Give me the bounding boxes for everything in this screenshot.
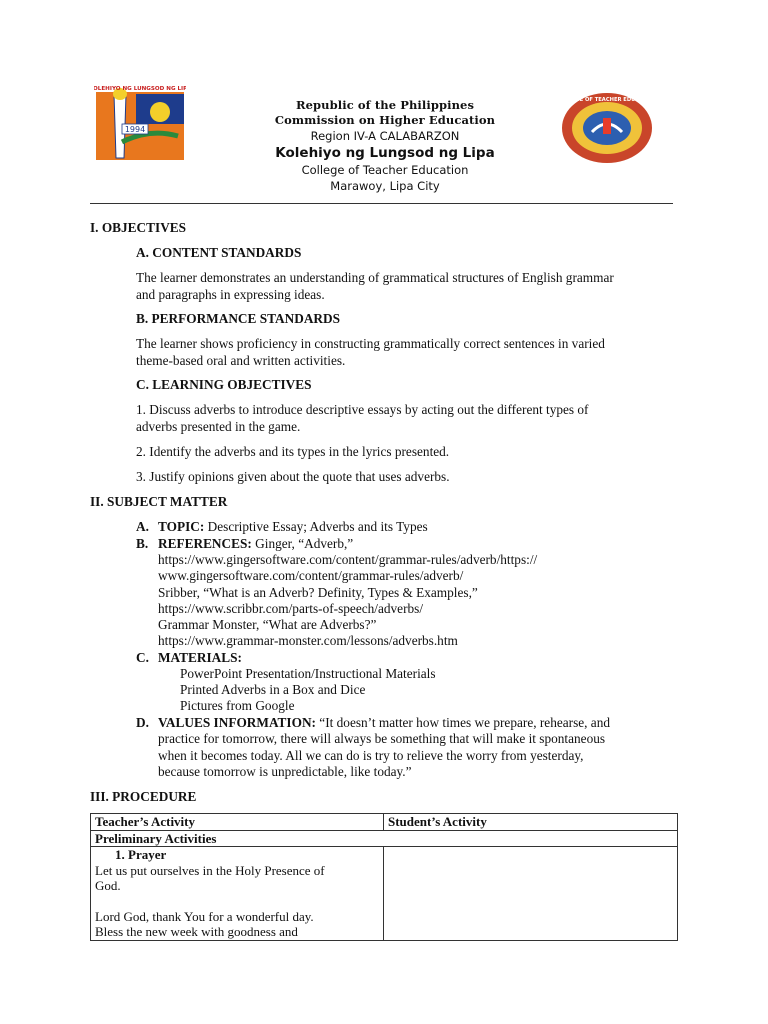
materials-marker: C. xyxy=(136,650,149,665)
material-1: PowerPoint Presentation/Instructional Materials xyxy=(180,666,436,681)
learning-objective-1-line2: adverbs presented in the game. xyxy=(136,419,301,434)
logo-banner-text: KOLEHIYO NG LUNGSOD NG LIPA xyxy=(94,86,186,92)
material-3: Pictures from Google xyxy=(180,698,295,713)
topic-label: TOPIC: xyxy=(158,519,205,534)
content-standards-line1: The learner demonstrates an understanding of grammatical structures of English grammar xyxy=(136,270,614,285)
performance-standards-line1: The learner shows proficiency in constructing grammatically correct sentences in varied xyxy=(136,336,605,351)
learning-objective-3: 3. Justify opinions given about the quote that uses adverbs. xyxy=(136,469,450,484)
table-header-row xyxy=(91,814,678,831)
prayer-row xyxy=(91,847,678,941)
topic-text: Descriptive Essay; Adverbs and its Types xyxy=(204,519,428,534)
objectives-heading: I. OBJECTIVES xyxy=(90,220,187,235)
reference-url-1: https://www.gingersoftware.com/content/grammar-rules/adverb/https:// xyxy=(158,552,538,567)
values-label: VALUES INFORMATION: xyxy=(158,715,316,730)
header-divider xyxy=(90,203,673,204)
materials-label: MATERIALS: xyxy=(158,650,242,665)
teacher-activity-header: Teacher’s Activity xyxy=(91,814,384,831)
performance-standards-heading: B. PERFORMANCE STANDARDS xyxy=(136,311,341,326)
topic-marker: A. xyxy=(136,519,149,534)
header-college: College of Teacher Education xyxy=(301,163,469,177)
reference-3: Grammar Monster, “What are Adverbs?” xyxy=(158,617,377,632)
values-line xyxy=(158,715,610,731)
prayer-spacer xyxy=(95,894,379,909)
subject-matter-heading: II. SUBJECT MATTER xyxy=(90,494,228,509)
references-marker: B. xyxy=(136,536,149,551)
prayer-line3: Lord God, thank You for a wonderful day. xyxy=(95,908,314,924)
values-marker: D. xyxy=(136,715,149,730)
header-republic: Republic of the Philippines xyxy=(295,98,475,112)
performance-standards-line2: theme-based oral and written activities. xyxy=(136,353,346,368)
student-prayer-cell xyxy=(384,847,678,941)
prayer-line2: God. xyxy=(95,878,121,893)
prayer-line4: Bless the new week with goodness and xyxy=(95,924,298,939)
prayer-title: 1. Prayer xyxy=(115,847,167,862)
reference-url-2: https://www.scribbr.com/parts-of-speech/adverbs/ xyxy=(158,601,424,616)
institution-header xyxy=(230,98,540,194)
logo-year: 1994 xyxy=(124,125,146,134)
procedure-heading: III. PROCEDURE xyxy=(90,789,197,804)
reference-url-1b: www.gingersoftware.com/content/grammar-rules/adverb/ xyxy=(158,568,464,583)
reference-url-3: https://www.grammar-monster.com/lessons/adverbs.htm xyxy=(158,633,458,648)
procedure-table xyxy=(90,813,678,941)
teacher-prayer-cell xyxy=(91,847,384,941)
topic-line xyxy=(158,519,428,535)
preliminary-row xyxy=(91,830,678,847)
references-line xyxy=(158,536,353,552)
header-region: Region IV-A CALABARZON xyxy=(310,129,460,143)
learning-objective-2: 2. Identify the adverbs and its types in the lyrics presented. xyxy=(136,444,450,459)
content-standards-heading: A. CONTENT STANDARDS xyxy=(136,245,302,260)
preliminary-activities: Preliminary Activities xyxy=(91,830,678,847)
cte-seal xyxy=(560,92,654,164)
header-school: Kolehiyo ng Lungsod ng Lipa xyxy=(275,145,495,161)
reference-2: Sribber, “What is an Adverb? Definity, Types & Examples,” xyxy=(158,585,478,600)
references-text: Ginger, “Adverb,” xyxy=(251,536,354,551)
values-line3: when it becomes today. All we can do is try to relieve the worry from yesterday, xyxy=(158,748,584,763)
values-line4: because tomorrow is unpredictable, like today.” xyxy=(158,764,412,779)
header-address: Marawoy, Lipa City xyxy=(330,179,440,193)
seal-text: COLLEGE OF TEACHER EDUCATION xyxy=(560,97,654,103)
material-2: Printed Adverbs in a Box and Dice xyxy=(180,682,366,697)
student-activity-header: Student’s Activity xyxy=(384,814,678,831)
prayer-line1: Let us put ourselves in the Holy Presence of xyxy=(95,862,325,878)
content-standards-line2: and paragraphs in expressing ideas. xyxy=(136,287,325,302)
header-ched: Commission on Higher Education xyxy=(274,113,496,127)
values-line2: practice for tomorrow, there will always be something that will make it spontaneous xyxy=(158,731,606,746)
values-text: “It doesn’t matter how times we prepare, rehearse, and xyxy=(315,715,610,730)
learning-objectives-heading: C. LEARNING OBJECTIVES xyxy=(136,377,312,392)
references-label: REFERENCES: xyxy=(158,536,252,551)
kolehiyo-logo xyxy=(94,84,186,162)
learning-objective-1-line1: 1. Discuss adverbs to introduce descriptive essays by acting out the different types of xyxy=(136,402,589,417)
